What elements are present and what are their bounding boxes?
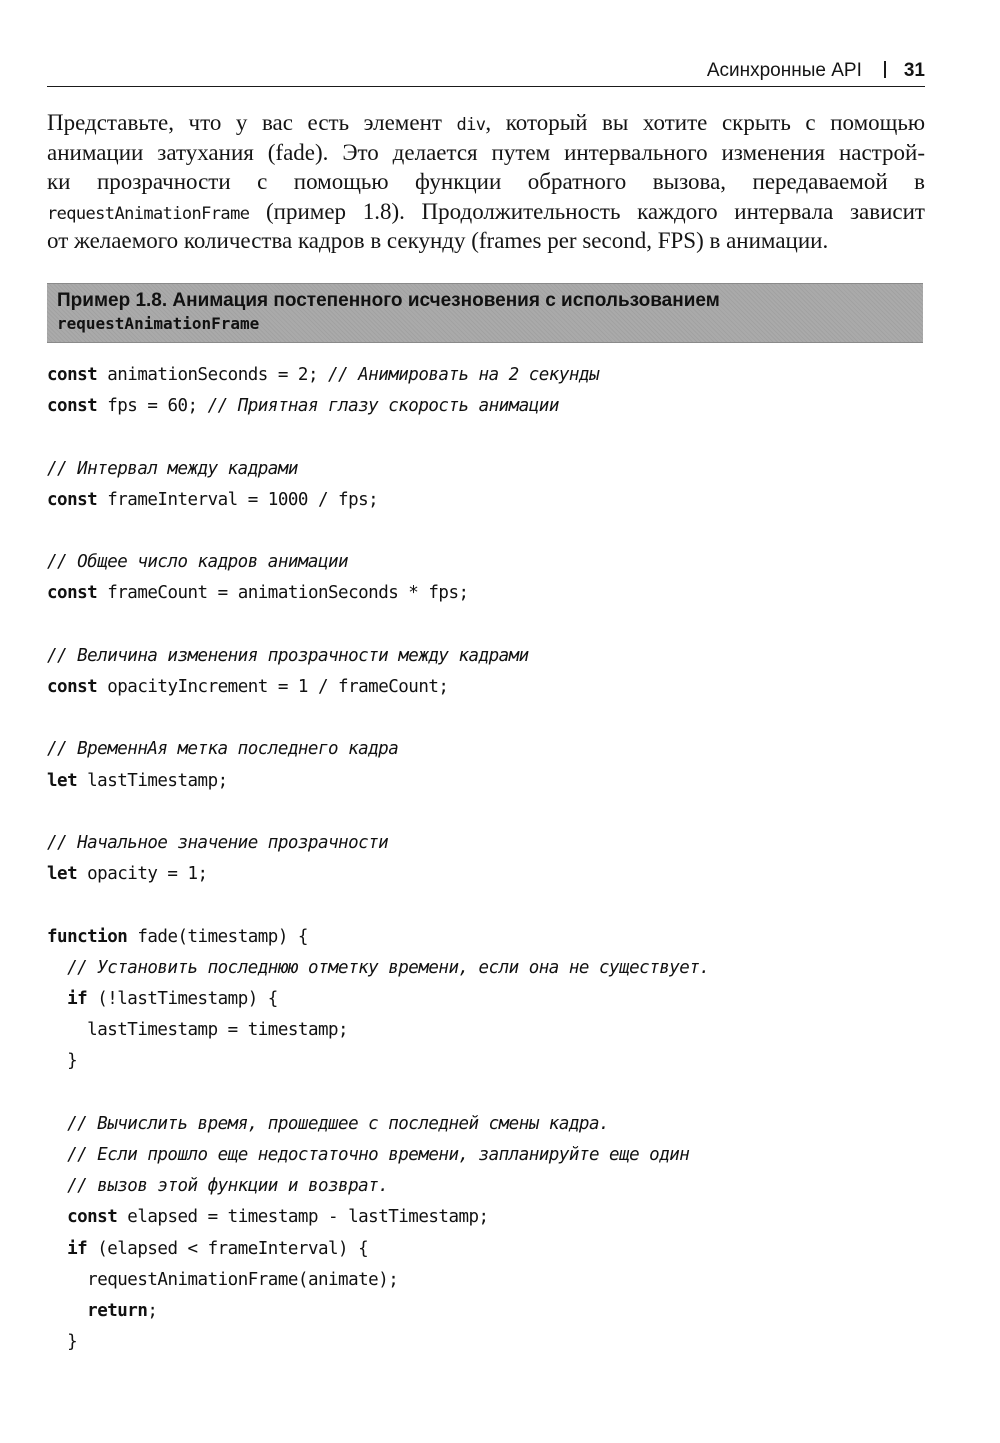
code-comment: // Величина изменения прозрачности между кадрами bbox=[47, 645, 529, 666]
code-line bbox=[47, 1239, 368, 1259]
inline-code-div: div bbox=[456, 115, 486, 135]
code-line bbox=[47, 365, 599, 385]
inline-code-raf: requestAnimationFrame bbox=[47, 203, 250, 224]
code-line bbox=[47, 552, 348, 572]
paragraph-text: Представьте, что у вас есть элемент bbox=[47, 110, 457, 135]
code-keyword: return bbox=[87, 1301, 148, 1322]
code-comment: // вызов этой функции и возврат. bbox=[67, 1176, 389, 1197]
code-keyword: const bbox=[47, 396, 98, 417]
code-line bbox=[47, 771, 228, 791]
paragraph-line bbox=[47, 108, 925, 138]
paragraph-line: ки прозрачности с помощью функции обратного вызова, передаваемой в bbox=[47, 169, 925, 194]
code-line bbox=[47, 490, 378, 510]
code-line bbox=[47, 1176, 388, 1196]
code-keyword: let bbox=[47, 864, 78, 885]
code-keyword: const bbox=[67, 1207, 118, 1228]
page-number: 31 bbox=[903, 60, 925, 81]
code-keyword: const bbox=[47, 489, 98, 510]
code-comment: // Приятная глазу скорость анимации bbox=[207, 396, 559, 417]
code-text: (elapsed < frameInterval) { bbox=[87, 1238, 369, 1259]
example-caption bbox=[57, 289, 720, 335]
code-line bbox=[47, 1020, 348, 1040]
code-line bbox=[47, 1301, 157, 1321]
code-line bbox=[47, 396, 559, 416]
code-keyword: function bbox=[47, 926, 128, 947]
code-keyword: let bbox=[47, 770, 78, 791]
code-text: fps = 60; bbox=[97, 396, 208, 417]
code-line bbox=[47, 864, 208, 884]
code-text: lastTimestamp; bbox=[77, 770, 228, 791]
code-text: } bbox=[67, 1051, 78, 1072]
code-line bbox=[47, 1145, 689, 1165]
code-keyword: if bbox=[67, 1238, 88, 1259]
code-comment: // ВременнАя метка последнего кадра bbox=[47, 739, 399, 760]
code-text: lastTimestamp = timestamp; bbox=[87, 1020, 349, 1041]
code-line bbox=[47, 833, 388, 853]
code-text: frameCount = animationSeconds * fps; bbox=[97, 583, 469, 604]
caption-code: requestAnimationFrame bbox=[57, 314, 260, 333]
code-line bbox=[47, 1051, 77, 1071]
code-line bbox=[47, 989, 278, 1009]
code-line bbox=[47, 739, 398, 759]
code-keyword: const bbox=[47, 365, 98, 385]
code-line bbox=[47, 958, 709, 978]
code-text: (!lastTimestamp) { bbox=[87, 989, 278, 1010]
caption-line: Пример 1.8. Анимация постепенного исчезновения с использованием bbox=[57, 290, 720, 311]
body-paragraph bbox=[47, 108, 925, 256]
code-line bbox=[47, 1332, 77, 1352]
code-line bbox=[47, 1207, 489, 1227]
code-text: elapsed = timestamp - lastTimestamp; bbox=[117, 1207, 489, 1228]
code-comment: // Установить последнюю отметку времени, если она не существует. bbox=[67, 957, 710, 978]
code-listing bbox=[47, 360, 709, 1359]
paragraph-line bbox=[47, 197, 925, 227]
code-text: opacityIncrement = 1 / frameCount; bbox=[97, 677, 449, 698]
code-text: frameInterval = 1000 / fps; bbox=[97, 489, 379, 510]
code-comment: // Анимировать на 2 секунды bbox=[328, 365, 599, 385]
code-line bbox=[47, 1114, 609, 1134]
code-text: ; bbox=[147, 1301, 158, 1322]
running-header-inner bbox=[707, 60, 925, 82]
code-keyword: const bbox=[47, 677, 98, 698]
code-comment: // Интервал между кадрами bbox=[47, 458, 298, 479]
code-text: } bbox=[67, 1332, 78, 1353]
code-line bbox=[47, 1270, 398, 1290]
code-text: fade(timestamp) { bbox=[127, 926, 308, 947]
running-header bbox=[47, 58, 925, 87]
code-keyword: const bbox=[47, 583, 98, 604]
code-text: opacity = 1; bbox=[77, 864, 208, 885]
code-line bbox=[47, 677, 448, 697]
code-text: animationSeconds = 2; bbox=[97, 365, 329, 385]
section-title: Асинхронные API bbox=[706, 60, 862, 81]
code-comment: // Общее число кадров анимации bbox=[47, 552, 349, 573]
code-comment: // Начальное значение прозрачности bbox=[47, 833, 389, 854]
code-line bbox=[47, 646, 529, 666]
paragraph-text: , который вы хотите скрыть с помощью bbox=[485, 110, 925, 135]
code-line bbox=[47, 583, 469, 603]
code-comment: // Если прошло еще недостаточно времени, запланируйте еще один bbox=[67, 1145, 690, 1166]
code-line bbox=[47, 459, 298, 479]
code-comment: // Вычислить время, прошедшее с последней смены кадра. bbox=[67, 1113, 610, 1134]
paragraph-line: анимации затухания (fade). Это делается путем интервального изменения настрой- bbox=[47, 139, 925, 165]
paragraph-line: от желаемого количества кадров в секунду (frames per second, FPS) в анимации. bbox=[47, 228, 829, 253]
example-caption-box bbox=[47, 283, 923, 343]
header-separator bbox=[884, 61, 886, 78]
paragraph-text: (пример 1.8). Продолжительность каждого интервала зависит bbox=[249, 198, 925, 224]
code-line bbox=[47, 927, 308, 947]
code-text: requestAnimationFrame(animate); bbox=[87, 1269, 399, 1290]
code-keyword: if bbox=[67, 989, 88, 1010]
